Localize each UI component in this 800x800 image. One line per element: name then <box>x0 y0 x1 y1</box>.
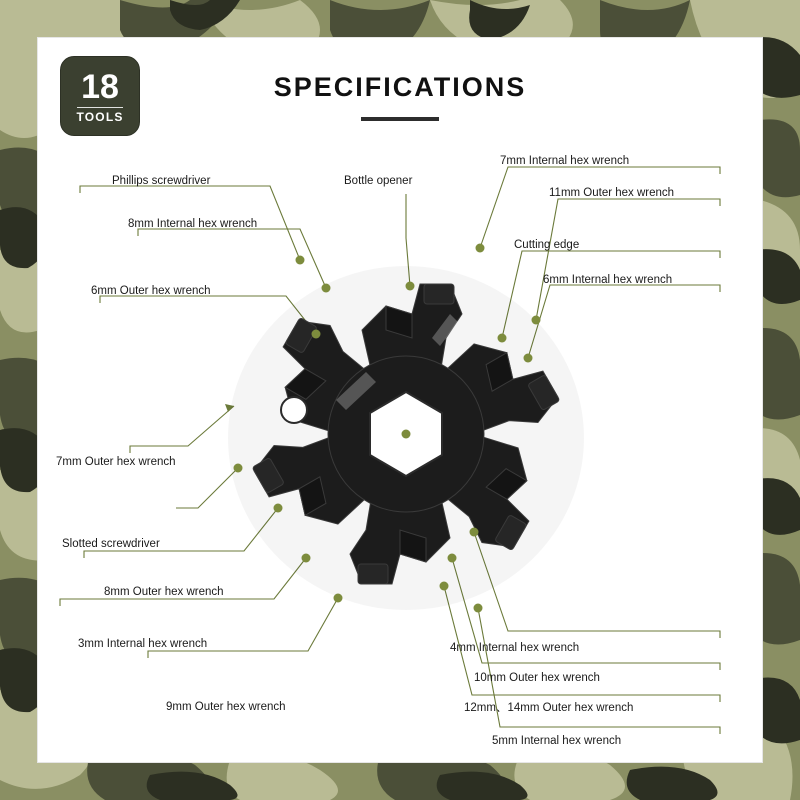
tool-diagram <box>38 38 762 762</box>
label-text: 7mm Internal hex wrench <box>500 155 630 167</box>
label-text: 5mm Internal hex wrench <box>492 735 622 747</box>
label-text: 9mm Outer hex wrench <box>166 701 286 713</box>
label-text: 4mm Internal hex wrench <box>450 642 580 654</box>
label-text: 6mm Outer hex wrench <box>91 285 211 297</box>
label-text: 11mm Outer hex wrench <box>549 187 675 199</box>
label-text: 3mm Internal hex wrench <box>78 638 208 650</box>
label-text: 7mm Outer hex wrench <box>56 456 176 468</box>
label-bottle-opener <box>344 176 412 188</box>
label-text: Phillips screwdriver <box>112 175 211 187</box>
label-text: Cutting edge <box>514 239 580 251</box>
label-hex-6mm-internal <box>543 275 672 287</box>
label-text: 12mm、14mm Outer hex wrench <box>464 702 634 714</box>
label-hex-11mm-outer <box>549 188 674 200</box>
label-hex-5mm-internal <box>492 736 621 748</box>
label-cutting-edge <box>514 240 579 252</box>
label-hex-9mm-outer <box>166 702 286 714</box>
label-text: Bottle opener <box>344 175 413 187</box>
label-hex-10mm-outer <box>474 673 600 685</box>
label-text: 6mm Internal hex wrench <box>543 274 673 286</box>
label-hex-7mm-internal <box>500 156 629 168</box>
page-title: SPECIFICATIONS <box>273 72 527 102</box>
label-text: 8mm Outer hex wrench <box>104 586 224 598</box>
label-hex-8mm-outer <box>104 587 224 599</box>
label-text: 8mm Internal hex wrench <box>128 218 258 230</box>
label-hex-4mm-internal <box>450 643 579 655</box>
label-hex-12-14mm-outer <box>464 703 633 715</box>
label-phillips-screwdriver <box>112 176 210 188</box>
label-text: 10mm Outer hex wrench <box>474 672 600 684</box>
badge-word: TOOLS <box>76 109 124 124</box>
badge-number: 18 <box>81 67 119 106</box>
label-hex-7mm-outer <box>56 457 176 469</box>
snowflake-multitool <box>228 244 584 613</box>
label-text: Slotted screwdriver <box>62 538 160 550</box>
label-hex-3mm-internal <box>78 639 207 651</box>
label-hex-6mm-outer <box>91 286 211 298</box>
label-slotted-screwdriver <box>62 539 160 551</box>
label-hex-8mm-internal <box>128 219 257 231</box>
specifications-card <box>38 38 762 762</box>
